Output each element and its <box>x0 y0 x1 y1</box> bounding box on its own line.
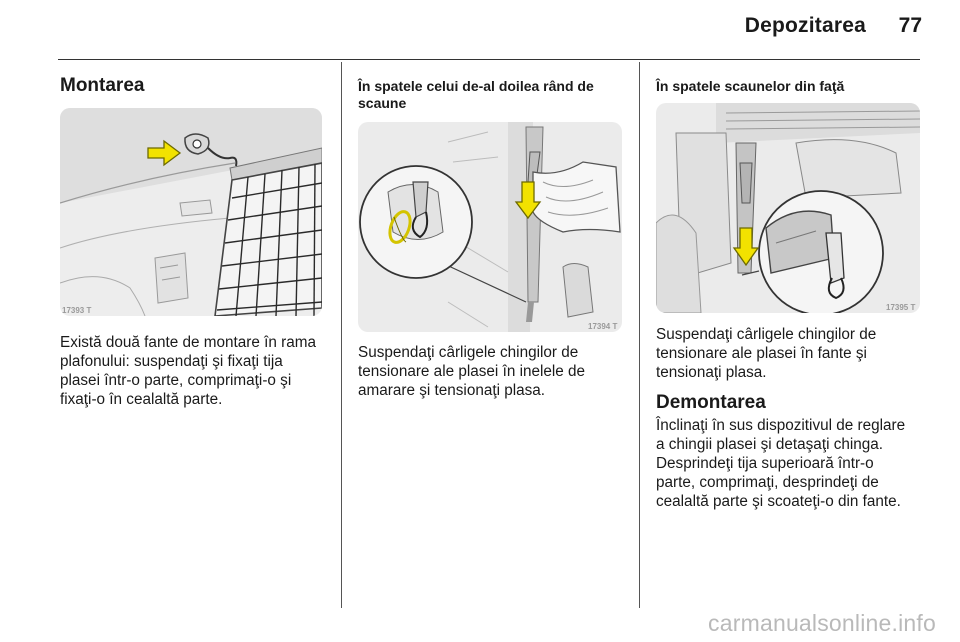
text-line: fixaţi-o în cealaltă parte. <box>60 391 223 408</box>
body-text-second-row <box>358 343 636 400</box>
text-line: tensionare ale plasei în inelele de <box>358 363 586 380</box>
text-line: plasei într-o parte, comprimaţi-o şi <box>60 372 292 389</box>
section-heading-second-row <box>358 78 628 112</box>
text-line: plafonului: suspendaţi şi fixaţi tija <box>60 353 283 370</box>
heading-line: În spatele celui de-al doilea rând de <box>358 78 594 94</box>
figure-montarea <box>60 108 322 316</box>
watermark: carmanualsonline.info <box>708 610 936 636</box>
lashing-eye-illustration <box>358 122 622 332</box>
front-seat-slot-illustration <box>656 103 920 313</box>
section-heading-demontarea: Demontarea <box>656 392 766 413</box>
header-divider <box>58 59 920 60</box>
text-line: Desprindeţi tija superioară într-o <box>656 455 874 472</box>
body-text-front-seats <box>656 325 940 382</box>
figure-code: 17395 T <box>886 303 916 312</box>
cargo-net-roof-illustration <box>60 108 322 316</box>
text-line: Înclinaţi în sus dispozitivul de reglare <box>656 417 906 434</box>
section-heading-front-seats: În spatele scaunelor din faţă <box>656 78 845 94</box>
text-line: Există două fante de montare în rama <box>60 334 316 351</box>
heading-line: scaune <box>358 95 407 111</box>
text-line: a chingii plasei şi detaşaţi chinga. <box>656 436 884 453</box>
figure-code: 17394 T <box>588 322 618 331</box>
text-line: cealaltă parte şi scoateţi-o din fante. <box>656 493 901 510</box>
page-title: Depozitarea <box>744 14 866 37</box>
column-divider-1 <box>341 62 342 608</box>
figure-second-row <box>358 122 622 332</box>
section-heading-montarea: Montarea <box>60 75 145 96</box>
text-line: parte, comprimaţi, desprindeţi de <box>656 474 879 491</box>
text-line: amarare şi tensionaţi plasa. <box>358 382 546 399</box>
figure-code: 17393 T <box>62 306 92 315</box>
text-line: tensionare ale plasei în fante şi <box>656 345 867 362</box>
body-text-demontarea <box>656 416 946 511</box>
page-number: 77 <box>898 14 922 37</box>
figure-front-seats <box>656 103 920 313</box>
text-line: Suspendaţi cârligele chingilor de <box>656 326 877 343</box>
text-line: tensionaţi plasa. <box>656 364 767 381</box>
body-text-montarea <box>60 333 340 409</box>
column-divider-2 <box>639 62 640 608</box>
text-line: Suspendaţi cârligele chingilor de <box>358 344 579 361</box>
